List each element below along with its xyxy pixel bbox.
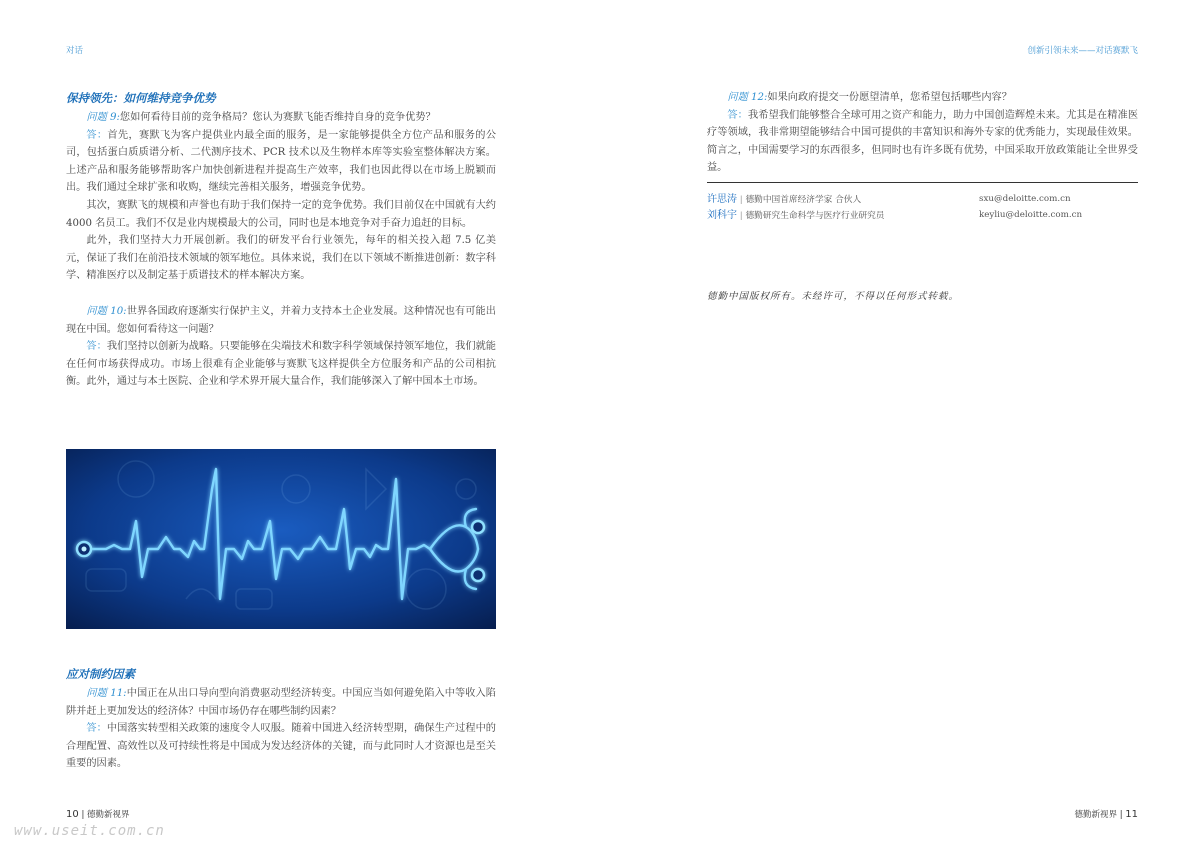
section-title-competitive-advantage: 保持领先：如何维持竞争优势 xyxy=(66,91,216,105)
answer-text: 首先，赛默飞为客户提供业内最全面的服务，是一家能够提供全方位产品和服务的公司，包括蛋白质质谱分析、二代测序技术、PCR 技术以及生物样本库等实验室整体解决方案。上述产品和服务能够帮助客户加快创新进程并提高生产效率，我们也因此得以在市场上脱颖而出。我们通过全球扩张和收购，继续完善相关服务，增强竞争优势。 xyxy=(66,129,497,194)
answer-9-paragraph-1 xyxy=(66,127,496,197)
answer-12 xyxy=(707,107,1138,177)
author-name: 许思涛 xyxy=(707,194,737,205)
question-label: 问题 12: xyxy=(727,92,768,103)
page-number-right: 11 xyxy=(1125,809,1138,820)
author-divider xyxy=(707,182,1138,183)
question-label: 问题 11: xyxy=(86,688,127,699)
answer-text: 我们坚持以创新为战略。只要能够在尖端技术和数字科学领域保持领军地位，我们就能在任何市场获得成功。市场上很难有企业能够与赛默飞这样提供全方位服务和产品的公司相抗衡。此外，通过与本土医院、企业和学术界开展大量合作，我们能够深入了解中国本土市场。 xyxy=(66,341,496,388)
answer-label: 答： xyxy=(86,129,108,141)
answer-10 xyxy=(66,338,496,391)
section-title-constraints: 应对制约因素 xyxy=(66,667,135,681)
question-10 xyxy=(66,303,496,338)
author-row xyxy=(707,192,861,208)
answer-9-paragraph-3: 此外，我们坚持大力开展创新。我们的研发平台行业领先，每年的相关投入超 7.5 亿美元，保证了我们在前沿技术领域的领军地位。具体来说，我们在以下领域不断推进创新：数字科学、精准医疗以及制定基于质谱技术的样本解决方案。 xyxy=(66,235,496,282)
question-11 xyxy=(66,685,496,720)
author-row xyxy=(707,208,884,224)
question-text: 您如何看待目前的竞争格局？您认为赛默飞能否维持自身的竞争优势？ xyxy=(119,112,436,123)
question-label: 问题 10: xyxy=(86,305,127,317)
author-title: 德勤研究生命科学与医疗行业研究员 xyxy=(745,211,885,221)
answer-label: 答： xyxy=(727,109,748,121)
author-email[interactable]: keyliu@deloitte.com.cn xyxy=(979,210,1083,220)
question-9 xyxy=(66,109,496,127)
footer-bar: | xyxy=(81,810,85,820)
question-label: 问题 9: xyxy=(86,112,120,123)
heartbeat-stethoscope-image xyxy=(66,449,496,629)
footer-left xyxy=(66,808,130,820)
separator: | xyxy=(739,195,743,205)
answer-text: 中国落实转型相关政策的速度令人叹服。随着中国进入经济转型期，确保生产过程中的合理配置、高效性以及可持续性将是中国成为发达经济体的关键，而与此同时人才资源也是至关重要的因素。 xyxy=(66,723,496,770)
question-text: 世界各国政府逐渐实行保护主义，并着力支持本土企业发展。这种情况也有可能出现在中国。您如何看待这一问题？ xyxy=(66,305,496,335)
separator: | xyxy=(739,211,743,221)
page-number-left: 10 xyxy=(66,809,79,820)
author-name: 刘科宇 xyxy=(707,210,737,221)
header-article-title: 创新引领未来——对话赛默飞 xyxy=(1027,46,1138,56)
answer-label: 答： xyxy=(86,723,107,735)
author-email[interactable]: sxu@deloitte.com.cn xyxy=(979,194,1071,204)
footer-bar: | xyxy=(1119,810,1123,820)
question-12 xyxy=(707,89,1138,107)
answer-11 xyxy=(66,720,496,773)
footer-publication: 德勤新视界 xyxy=(87,810,130,820)
left-column-bottom xyxy=(66,666,496,773)
site-watermark: www.useit.com.cn xyxy=(14,823,165,839)
left-column-top xyxy=(66,90,496,391)
question-text: 如果向政府提交一份愿望清单，您希望包括哪些内容？ xyxy=(767,92,1012,103)
answer-9-paragraph-2: 其次，赛默飞的规模和声誉也有助于我们保持一定的竞争优势。我们目前仅在中国就有大约 4000 名员工。我们不仅是业内规模最大的公司，同时也是本地竞争对手奋力追赶的目标。 xyxy=(66,199,496,229)
answer-label: 答： xyxy=(86,341,107,353)
question-text: 中国正在从出口导向型向消费驱动型经济转变。中国应当如何避免陷入中等收入陷阱并赶上更加发达的经济体？中国市场仍存在哪些制约因素？ xyxy=(66,688,496,717)
footer-right xyxy=(1074,808,1138,820)
answer-text: 我希望我们能够整合全球可用之资产和能力，助力中国创造辉煌未来。尤其是在精准医疗等领域，我非常期望能够结合中国可提供的丰富知识和海外专家的优秀能力，实现最佳效果。简言之，中国需要学习的东西很多，但同时也有许多既有优势，中国采取开放政策能让全世界受益。 xyxy=(707,109,1139,174)
footer-publication: 德勤新视界 xyxy=(1074,810,1117,820)
right-column xyxy=(707,89,1138,177)
header-section-label: 对话 xyxy=(66,46,84,56)
copyright-notice: 德勤中国版权所有。未经许可，不得以任何形式转载。 xyxy=(707,291,960,302)
author-title: 德勤中国首席经济学家 合伙人 xyxy=(745,195,862,205)
